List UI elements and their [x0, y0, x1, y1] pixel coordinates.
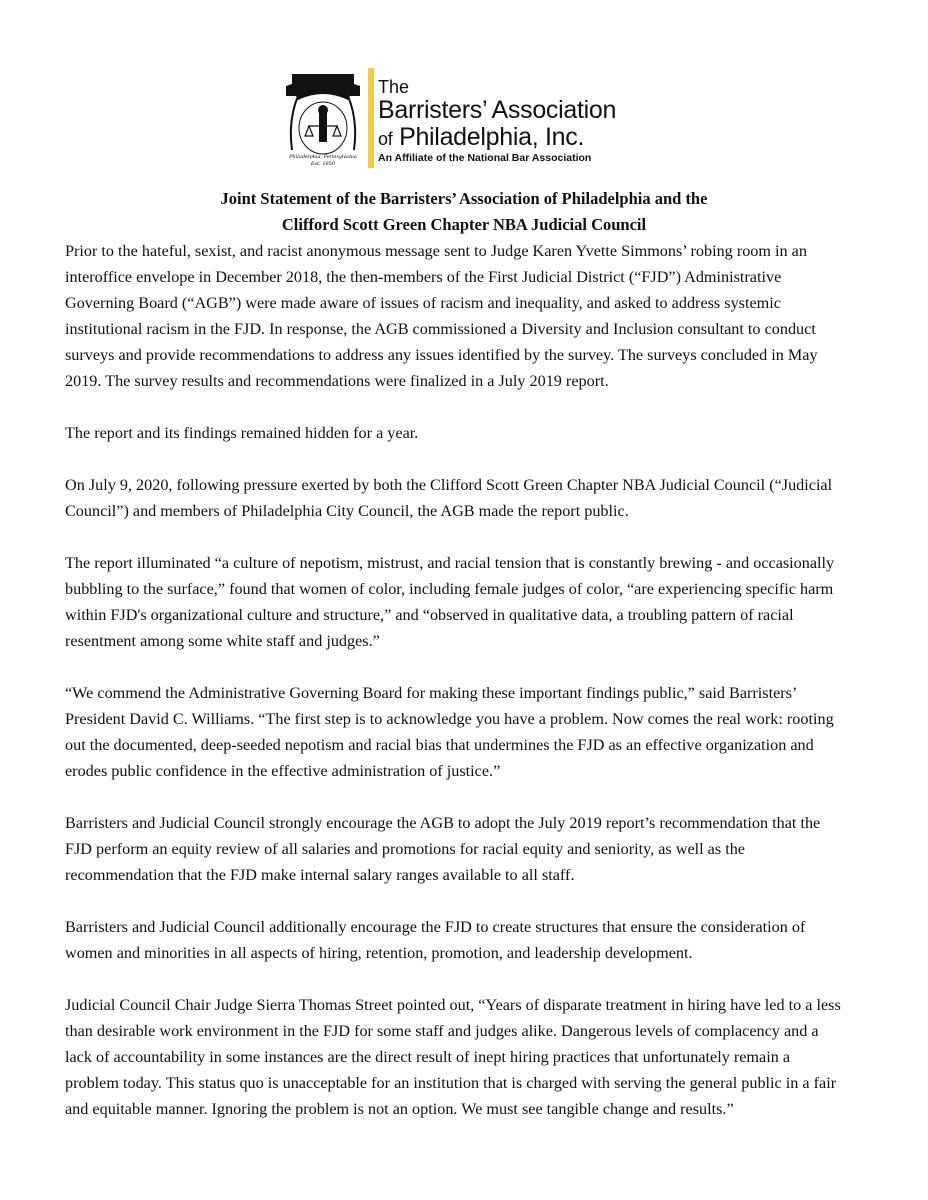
- paragraph: [65, 680, 841, 784]
- paragraph-line: The report and its findings remained hidden for a year.: [65, 424, 419, 442]
- paragraph: [65, 238, 841, 394]
- logo-line-the: The: [378, 77, 410, 97]
- paragraph-line: out the documented, deep-seeded nepotism and racial bias that undermines the FJD as an effective organization and: [65, 736, 814, 754]
- paragraph-line: problem today. This status quo is unacceptable for an institution that is charged with serving the general public in a fair: [65, 1074, 837, 1092]
- paragraph-line: On July 9, 2020, following pressure exerted by both the Clifford Scott Green Chapter NBA Judicial Council (“Judicial: [65, 476, 833, 494]
- paragraph: [65, 550, 841, 654]
- paragraph-line: 2019. The survey results and recommendations were finalized in a July 2019 report.: [65, 372, 609, 390]
- statement-title: [0, 186, 928, 238]
- paragraph-line: “We commend the Administrative Governing Board for making these important findings public,” said Barristers’: [65, 684, 798, 702]
- paragraph-line: Council”) and members of Philadelphia City Council, the AGB made the report public.: [65, 502, 629, 520]
- paragraph-line: interoffice envelope in December 2018, the then-members of the First Judicial District (“FJD”) Administrative: [65, 268, 782, 286]
- svg-text:Est. 1950: Est. 1950: [310, 161, 336, 167]
- logo-line-city: [378, 125, 584, 150]
- paragraph-line: than desirable work environment in the FJD for some staff and judges alike. Dangerous levels of complacency and a: [65, 1022, 819, 1040]
- paragraph-line: Barristers and Judicial Council additionally encourage the FJD to create structures that ensure the consideration of: [65, 918, 806, 936]
- svg-text:Philadelphia, Pennsylvania: Philadelphia, Pennsylvania: [289, 154, 357, 160]
- paragraph-line: within FJD's organizational culture and structure,” and “observed in qualitative data, a troubling pattern of racial: [65, 606, 794, 624]
- letterhead-logo: [280, 66, 620, 170]
- paragraph-line: President David C. Williams. “The first step is to acknowledge you have a problem. Now comes the real work: rooting: [65, 710, 834, 728]
- paragraph: [65, 992, 841, 1122]
- paragraph-line: surveys and provide recommendations to address any issues identified by the survey. The surveys concluded in May: [65, 346, 818, 364]
- logo-line-name: Barristers’ Association: [378, 96, 617, 124]
- paragraph-line: Barristers and Judicial Council strongly encourage the AGB to adopt the July 2019 report’s recommendation that the: [65, 814, 821, 832]
- paragraph-line: women and minorities in all aspects of hiring, retention, promotion, and leadership development.: [65, 944, 693, 962]
- paragraph: [65, 914, 841, 966]
- paragraph-line: erodes public confidence in the effective administration of justice.”: [65, 762, 501, 780]
- paragraph-line: resentment among some white staff and judges.”: [65, 632, 380, 650]
- paragraph-line: Governing Board (“AGB”) were made aware of issues of racism and inequality, and asked to address systemic: [65, 294, 781, 312]
- paragraph-line: FJD perform an equity review of all salaries and promotions for racial equity and seniority, as well as the: [65, 840, 745, 858]
- title-line: Clifford Scott Green Chapter NBA Judicial Council: [281, 215, 647, 234]
- logo-line-philadelphia: Philadelphia, Inc.: [399, 123, 585, 151]
- paragraph-line: recommendation that the FJD make internal salary ranges available to all staff.: [65, 866, 575, 884]
- logo-affiliate: An Affiliate of the National Bar Association: [378, 152, 592, 164]
- paragraph-line: Judicial Council Chair Judge Sierra Thomas Street pointed out, “Years of disparate treatment in hiring have led to a less: [65, 996, 841, 1014]
- logo-divider: [368, 68, 374, 168]
- paragraph-line: Prior to the hateful, sexist, and racist anonymous message sent to Judge Karen Yvette Simmons’ robing room in an: [65, 242, 807, 260]
- paragraph-line: lack of accountability in some instances are the direct result of inept hiring practices that unfortunately remain a: [65, 1048, 791, 1066]
- association-seal-icon: [282, 70, 364, 168]
- statement-body: [65, 238, 841, 1148]
- paragraph-line: The report illuminated “a culture of nepotism, mistrust, and racial tension that is constantly brewing - and occasionally: [65, 554, 835, 572]
- paragraph-line: and equitable manner. Ignoring the problem is not an option. We must see tangible change and results.”: [65, 1100, 734, 1118]
- logo-line-of: of: [378, 129, 393, 149]
- paragraph-line: institutional racism in the FJD. In response, the AGB commissioned a Diversity and Inclusion consultant to conduct: [65, 320, 816, 338]
- paragraph: [65, 810, 841, 888]
- paragraph: [65, 472, 841, 524]
- paragraph: [65, 420, 841, 446]
- title-line: Joint Statement of the Barristers’ Association of Philadelphia and the: [220, 189, 708, 208]
- paragraph-line: bubbling to the surface,” found that women of color, including female judges of color, “are experiencing specific harm: [65, 580, 834, 598]
